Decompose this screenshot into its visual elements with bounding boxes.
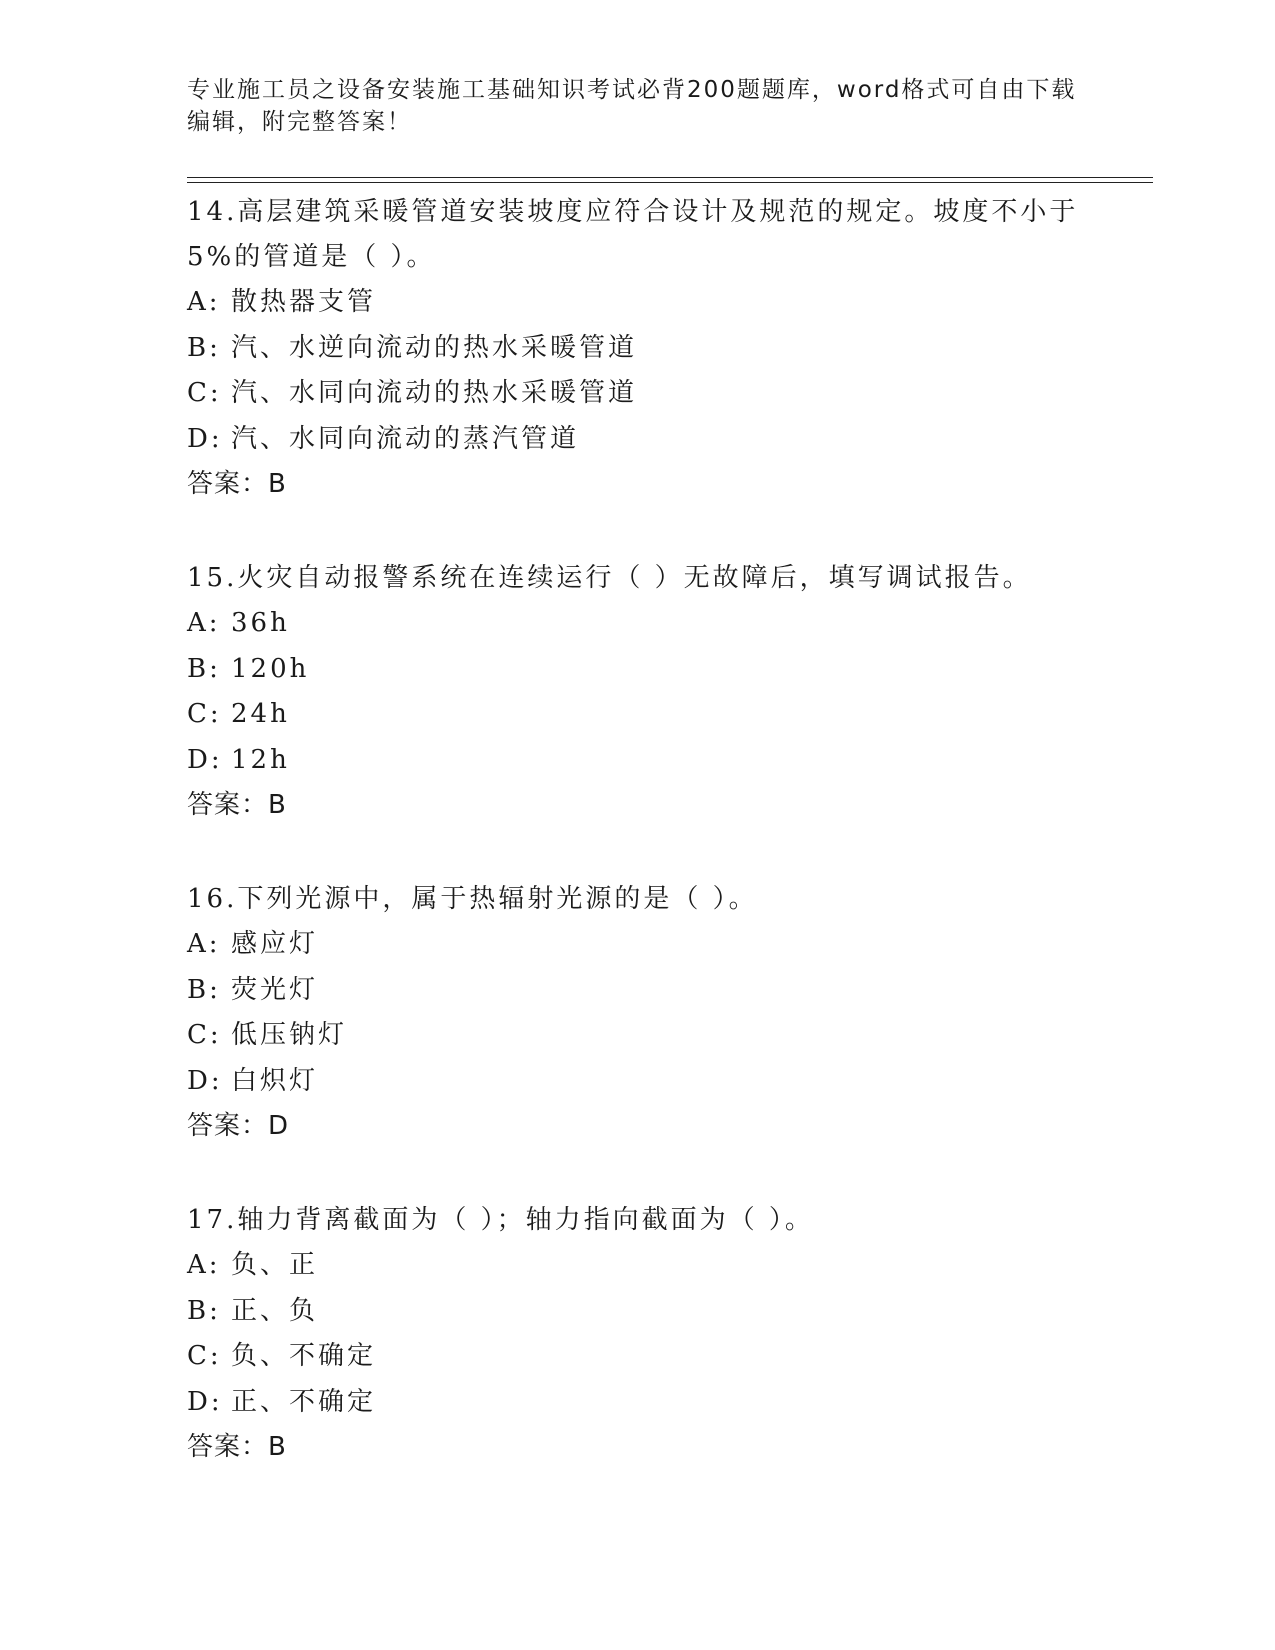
question-16 [187,877,1087,1149]
question-list [187,190,1087,1519]
answer-line: 答案：D [187,1111,290,1141]
header-line-2: 编辑，附完整答案！ [187,109,412,135]
option-d [187,1059,1087,1105]
option-text: 荧光灯 [231,974,319,1005]
option-text: 汽、水逆向流动的热水采暖管道 [231,332,638,363]
answer-line: 答案：B [187,1432,287,1462]
option-text: 12h [231,744,290,775]
question-14 [187,190,1087,507]
option-key: D: [187,744,223,775]
option-key: C: [187,1020,222,1050]
option-key: A: [187,287,221,317]
option-c [187,1013,1087,1059]
option-text: 36h [231,608,290,638]
option-a [187,1243,1087,1289]
option-c [187,371,1087,417]
option-key: B: [187,332,221,363]
option-text: 汽、水同向流动的热水采暖管道 [231,378,638,408]
option-b [187,647,1087,693]
question-stem: 15.火灾自动报警系统在连续运行（ ）无故障后，填写调试报告。 [187,563,1032,593]
option-text: 白炽灯 [231,1065,319,1096]
question-15 [187,556,1087,828]
option-key: D: [187,1065,223,1096]
document-header [187,74,1087,138]
option-a [187,280,1087,326]
option-b [187,1289,1087,1335]
option-text: 汽、水同向流动的蒸汽管道 [231,423,580,454]
option-text: 24h [231,699,290,729]
option-key: A: [187,1250,221,1280]
option-key: D: [187,1386,223,1417]
option-text: 感应灯 [231,929,319,959]
option-d [187,738,1087,784]
option-key: C: [187,699,222,729]
option-key: B: [187,653,221,684]
option-d [187,1380,1087,1426]
option-a [187,922,1087,968]
option-key: C: [187,1341,222,1371]
option-key: B: [187,974,221,1005]
answer-line: 答案：B [187,469,287,499]
option-text: 负、正 [231,1250,319,1280]
option-c [187,1334,1087,1380]
header-divider-bottom [187,182,1153,183]
option-key: C: [187,378,222,408]
option-c [187,692,1087,738]
option-text: 正、不确定 [231,1386,377,1417]
question-17 [187,1198,1087,1470]
option-b [187,968,1087,1014]
option-text: 负、不确定 [231,1341,377,1371]
header-divider-top [187,177,1153,178]
option-text: 120h [231,653,310,684]
option-b [187,326,1087,372]
question-stem: 16.下列光源中，属于热辐射光源的是（ ）。 [187,884,758,914]
option-key: A: [187,608,221,638]
option-key: A: [187,929,221,959]
question-stem: 14.高层建筑采暖管道安装坡度应符合设计及规范的规定。坡度不小于5%的管道是（ ）。 [187,197,1079,272]
option-text: 低压钠灯 [231,1020,348,1050]
option-text: 正、负 [231,1295,319,1326]
option-key: D: [187,423,223,454]
header-line-1: 专业施工员之设备安装施工基础知识考试必背200题题库，word格式可自由下载 [187,77,1077,103]
option-d [187,417,1087,463]
answer-line: 答案：B [187,790,287,820]
option-key: B: [187,1295,221,1326]
question-stem: 17.轴力背离截面为（ ）；轴力指向截面为（ ）。 [187,1205,814,1235]
option-text: 散热器支管 [231,287,377,317]
option-a [187,601,1087,647]
